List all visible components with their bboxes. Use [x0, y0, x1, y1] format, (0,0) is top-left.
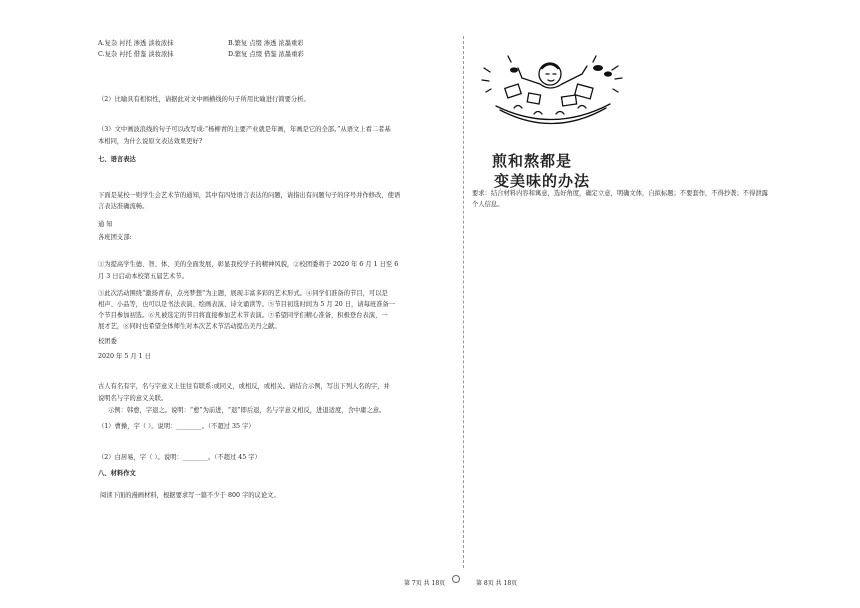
option-b: B.繁复 点缀 渗透 浓墨重彩 — [228, 40, 304, 47]
notice-date: 2020 年 5 月 1 日 — [98, 353, 151, 360]
intro-line-2: 言表达准确流畅。 — [98, 203, 149, 210]
question-2: （2）比喻具有相似性，请据此对文中画横线的句子所用比喻进行简要分析。 — [98, 96, 310, 103]
question-caocao: （1）曹操，字（ ）。说明：________。（不超过 35 字） — [98, 423, 255, 430]
column-divider — [463, 36, 464, 568]
question-3-line-2: 本相同，为什么说原文表达效果更好? — [98, 138, 203, 145]
page-separator-circle — [452, 575, 460, 583]
intro-line-1: 下面是某校一则学生会艺术节的通知，其中有四处语言表达的问题，请指出有问题句子的序号并作修改，使语 — [98, 192, 401, 199]
notice-body-2-line-3: 个节目参加初选。⑥凡被选定的节目将直接参加艺术节表演。⑦希望同学们精心准备，积极登台表演，一 — [98, 312, 388, 319]
option-d: D.繁复 点缀 借鉴 浓墨重彩 — [228, 51, 304, 58]
page-number-left: 第 7页 共 18页 — [404, 580, 446, 587]
notice-body-1-line-1: ①为提高学生德、智、体、美的全面发展，彰显我校学子的精神风貌，②校团委将于 2020 年 6 月 1 日至 6 — [98, 261, 399, 268]
names-example: 示例：韩愈，字退之。说明：“愈”为前进，“退”即后退，名与字意义相反，进退适度，含中庸之意。 — [108, 407, 386, 414]
notice-body-2-line-1: ③此次活动围绕“激扬青春，点亮梦想”为主题，展现丰富多彩的艺术形式。④同学们准备的节目，可以是 — [98, 290, 388, 297]
section-7-heading: 七、语言表达 — [98, 156, 136, 163]
page-number-right: 第 8页 共 18页 — [476, 580, 518, 587]
question-3-line-1: （3）文中画波浪线的句子可以改写成:“杨柳青的主要产业就是年画，年画是它的全部。”从语文上看二者基 — [98, 126, 391, 133]
names-intro-line-2: 说明名与字的意义关联。 — [98, 395, 168, 402]
cartoon-illustration — [478, 48, 628, 132]
cartoon-caption-line-2: 变美味的办法 — [494, 172, 591, 190]
option-a: A.复杂 衬托 渗透 淡妆浓抹 — [98, 40, 174, 47]
notice-signature: 校团委 — [98, 338, 117, 345]
notice-recipient: 各班团支部: — [98, 234, 132, 241]
notice-body-1-line-2: 月 3 日启动本校第五届艺术节。 — [98, 273, 188, 280]
notice-body-2-line-2: 相声、小品等，也可以是书法表演、绘画表演、诗文诵读等。⑤节目初选时间为 5 月 20 日，请每班准备一 — [98, 301, 396, 308]
names-intro-line-1: 古人有名有字，名与字意义上往往有联系:或同义，或相反，或相关。请结合示例，写出下列人名的字，并 — [98, 383, 390, 390]
notice-body-2-line-4: 展才艺，⑧同时也希望全体师生对本次艺术节活动提出美丹之献。 — [98, 323, 281, 330]
section-8-heading: 八、材料作文 — [98, 470, 136, 477]
option-c: C.复杂 衬托 借鉴 淡妆浓抹 — [98, 51, 174, 58]
notice-title: 通 知 — [98, 221, 113, 228]
essay-requirements-line-2: 个人信息。 — [472, 201, 504, 208]
cartoon-caption-line-1: 煎和熬都是 — [492, 152, 573, 170]
question-baijuyi: （2）白居易，字（ ）。说明：________。（不超过 45 字） — [98, 454, 261, 461]
essay-requirements-line-1: 要求：结合材料内容和寓意，选好角度，确定立意，明确文体，自拟标题；不要套作，不得抄袭；不得泄露 — [472, 190, 768, 197]
essay-instruction: 阅读下面的漫画材料，根据要求写一篇不少于 800 字的议论文。 — [100, 492, 280, 499]
